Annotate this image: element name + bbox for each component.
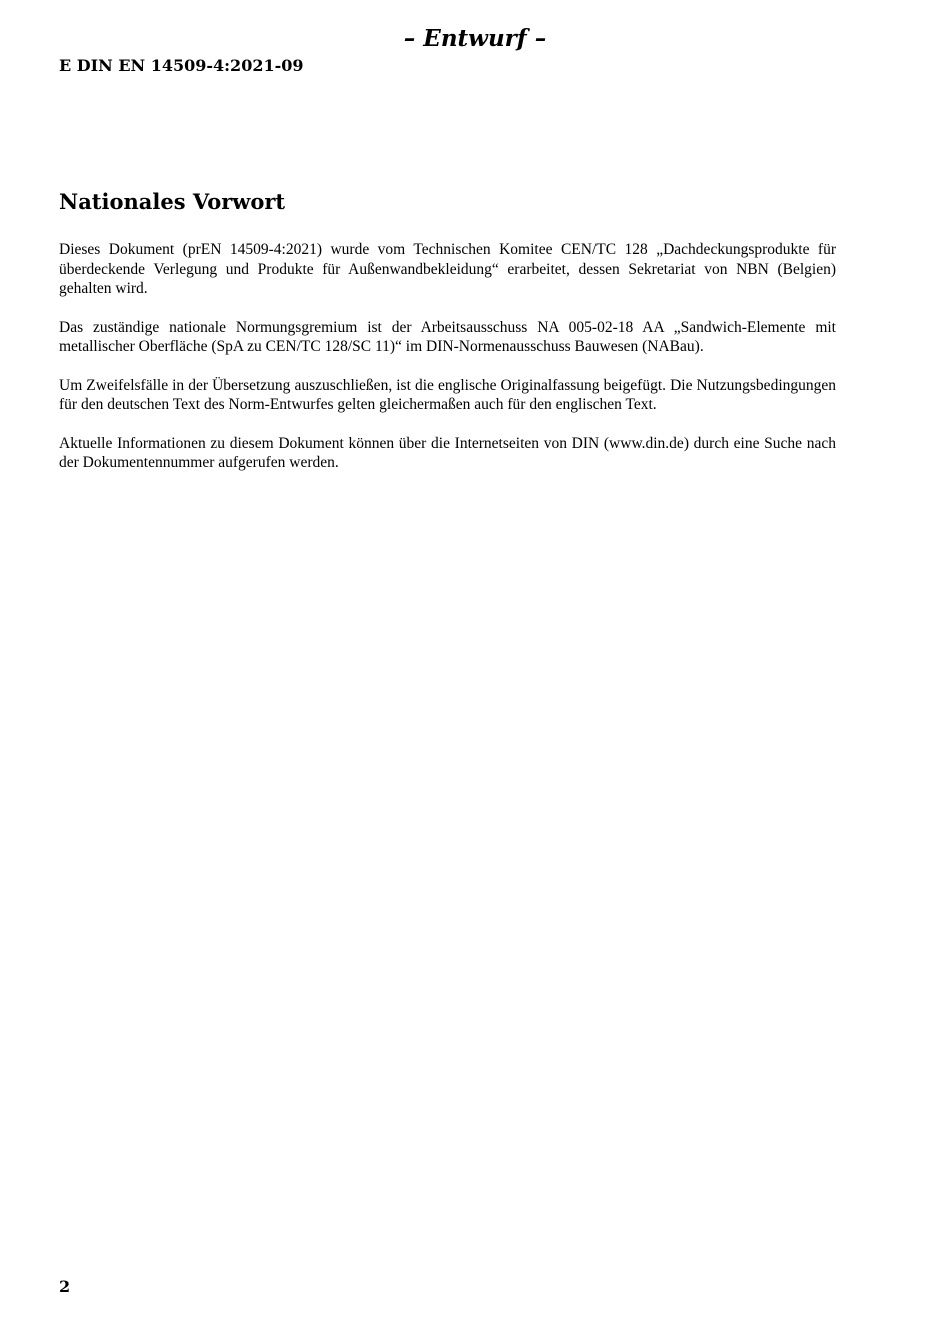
- page-number: 2: [59, 1277, 71, 1296]
- paragraph-national-body: Das zuständige nationale Normungsgremium ist der Arbeitsausschuss NA 005-02-18 AA „Sandwich-Elemente mit metallischer Oberfläche (SpA zu CEN/TC 128/SC 11)“ im DIN-Normenausschuss Bauwesen (NABau).: [59, 318, 836, 355]
- section-title: Nationales Vorwort: [59, 189, 286, 214]
- draft-banner: – Entwurf –: [403, 25, 547, 52]
- paragraph-committee: Dieses Dokument (prEN 14509-4:2021) wurde vom Technischen Komitee CEN/TC 128 „Dachdeckungsprodukte für überdeckende Verlegung und Produkte für Außenwandbekleidung“ erarbeitet, dessen Sekretariat von NBN (Belgien) gehalten wird.: [59, 241, 836, 297]
- foreword-body: [59, 240, 836, 492]
- document-id: E DIN EN 14509-4:2021-09: [59, 56, 304, 75]
- paragraph-information: Aktuelle Informationen zu diesem Dokument können über die Internetseiten von DIN (www.din.de) durch eine Suche nach der Dokumentennummer aufgerufen werden.: [59, 434, 836, 471]
- paragraph-translation: Um Zweifelsfälle in der Übersetzung auszuschließen, ist die englische Originalfassung beigefügt. Die Nutzungsbedingungen für den deutschen Text des Norm-Entwurfes gelten gleichermaßen auch für den englischen Text.: [59, 376, 836, 413]
